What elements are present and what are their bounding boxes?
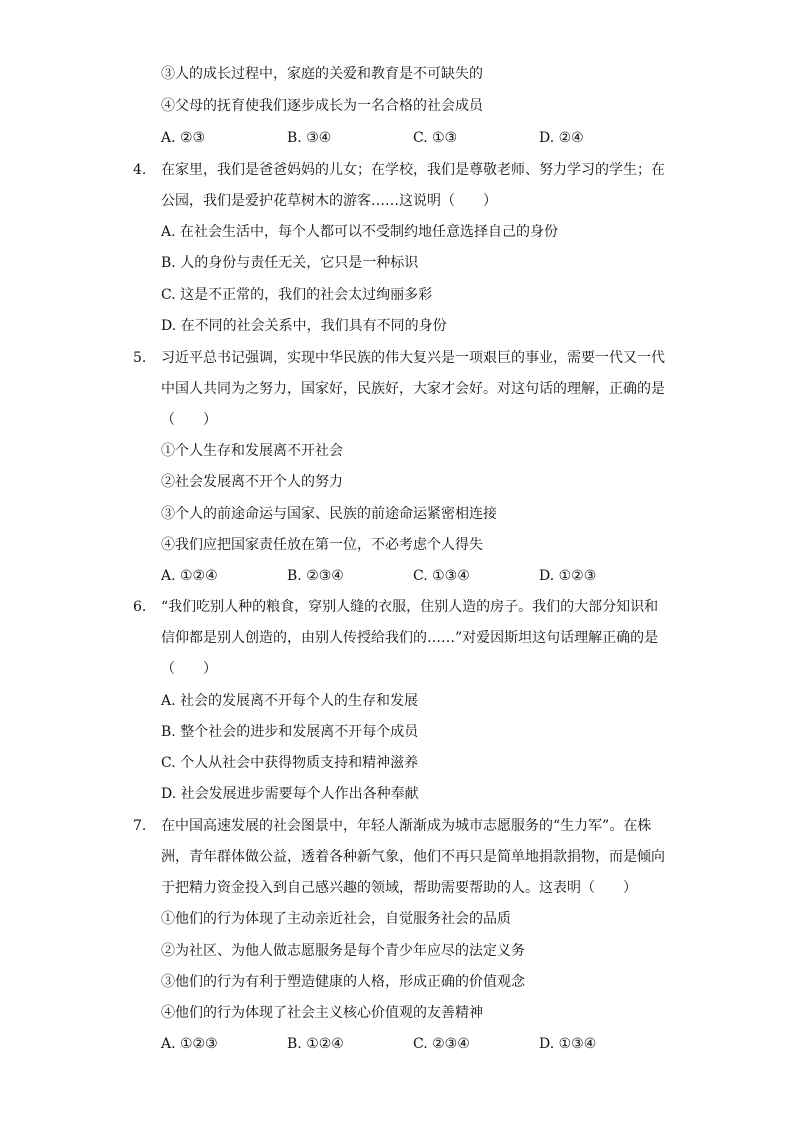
q4-option-d: D. 在不同的社会关系中，我们具有不同的身份: [161, 318, 447, 334]
q5-item-4: ④我们应把国家责任放在第一位，不必考虑个人得失: [161, 537, 483, 553]
q5-stem-line-1: 习近平总书记强调，实现中华民族的伟大复兴是一项艰巨的事业，需要一代又一代: [161, 350, 665, 366]
q3-item-3: ③人的成长过程中，家庭的关爱和教育是不可缺失的: [161, 66, 483, 82]
q7-number: 7.: [133, 818, 147, 834]
q7-option-d: D. ①③④: [539, 1036, 597, 1052]
q7-option-a: A. ①②③: [161, 1036, 218, 1052]
q7-option-c: C. ②③④: [413, 1036, 470, 1052]
q3-option-a: A. ②③: [161, 130, 206, 146]
q5-option-b: B. ②③④: [287, 568, 344, 584]
q5-option-d: D. ①②③: [539, 568, 597, 584]
q6-stem-line-2: 信仰都是别人创造的，由别人传授给我们的……”对爱因斯坦这句话理解正确的是: [161, 630, 659, 646]
q5-stem-line-3: （ ）: [161, 412, 217, 428]
q5-item-3: ③个人的前途命运与国家、民族的前途命运紧密相连接: [161, 506, 497, 522]
q7-item-1: ①他们的行为体现了主动亲近社会，自觉服务社会的品质: [161, 911, 511, 927]
q7-stem-line-2: 洲，青年群体做公益，透着各种新气象，他们不再只是简单地捐款捐物，而是倾向: [161, 849, 665, 865]
q6-stem-line-1: “我们吃别人种的粮食，穿别人缝的衣服，住别人造的房子。我们的大部分知识和: [161, 599, 659, 615]
q6-option-d: D. 社会发展进步需要每个人作出各种奉献: [161, 786, 419, 802]
q6-number: 6.: [133, 599, 147, 615]
q7-item-3: ③他们的行为有利于塑造健康的人格，形成正确的价值观念: [161, 974, 525, 990]
q4-stem-line-1: 在家里，我们是爸爸妈妈的儿女；在学校，我们是尊敬老师、努力学习的学生；在: [161, 162, 665, 178]
q4-option-b: B. 人的身份与责任无关，它只是一种标识: [161, 255, 419, 271]
q6-option-c: C. 个人从社会中获得物质支持和精神滋养: [161, 755, 419, 771]
q7-item-4: ④他们的行为体现了社会主义核心价值观的友善精神: [161, 1005, 483, 1021]
q5-number: 5.: [133, 350, 147, 366]
q3-option-d: D. ②④: [539, 130, 584, 146]
q7-stem-line-1: 在中国高速发展的社会图景中，年轻人渐渐成为城市志愿服务的“生力军”。在株: [161, 818, 652, 834]
q4-number: 4.: [133, 162, 147, 178]
q6-option-a: A. 社会的发展离不开每个人的生存和发展: [161, 693, 419, 709]
q7-stem-line-3: 于把精力资金投入到自己感兴趣的领域，帮助需要帮助的人。这表明（ ）: [161, 880, 637, 896]
q3-item-4: ④父母的抚育使我们逐步成长为一名合格的社会成员: [161, 98, 483, 114]
q5-item-2: ②社会发展离不开个人的努力: [161, 474, 343, 490]
q6-stem-line-3: （ ）: [161, 661, 217, 677]
q4-option-a: A. 在社会生活中，每个人都可以不受制约地任意选择自己的身份: [161, 224, 559, 240]
q3-option-b: B. ③④: [287, 130, 332, 146]
q4-stem-line-2: 公园，我们是爱护花草树木的游客……这说明（ ）: [161, 193, 497, 209]
q4-option-c: C. 这是不正常的，我们的社会太过绚丽多彩: [161, 287, 433, 303]
q3-option-c: C. ①③: [413, 130, 458, 146]
q6-option-b: B. 整个社会的进步和发展离不开每个成员: [161, 724, 419, 740]
q5-option-c: C. ①③④: [413, 568, 470, 584]
q5-item-1: ①个人生存和发展离不开社会: [161, 443, 343, 459]
q5-option-a: A. ①②④: [161, 568, 218, 584]
q7-item-2: ②为社区、为他人做志愿服务是每个青少年应尽的法定义务: [161, 943, 525, 959]
q7-option-b: B. ①②④: [287, 1036, 344, 1052]
q5-stem-line-2: 中国人共同为之努力，国家好，民族好，大家才会好。对这句话的理解，正确的是: [161, 381, 665, 397]
